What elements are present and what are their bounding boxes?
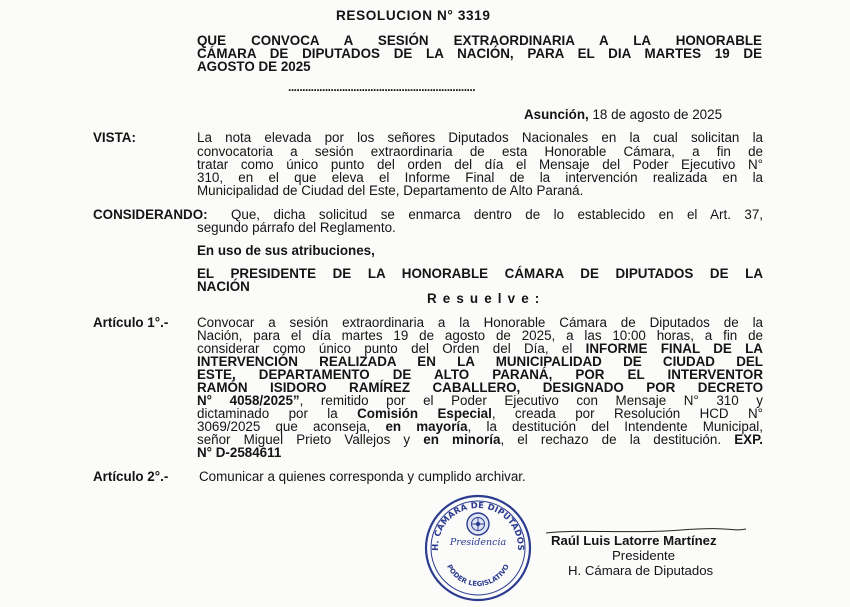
resuelve-heading: R e s u e l v e : — [427, 291, 541, 306]
seal-top-text: H. CÁMARA DE DIPUTADOS — [429, 499, 527, 551]
signer-name: Raúl Luis Latorre Martínez — [551, 533, 717, 548]
articulo-1-emphasis: en mayoría — [385, 419, 468, 434]
articulo-2-label: Artículo 2°.- — [93, 469, 169, 484]
seal-center-text: Presidencia — [449, 537, 507, 548]
articulo-1-line: ESTE, DEPARTAMENTO DE ALTO PARANÁ, POR EL INTERVENTOR — [197, 367, 763, 382]
articulo-1-text: , el rechazo de la destitución. — [500, 432, 735, 447]
official-seal — [422, 490, 534, 602]
seal-bottom-text: PODER LEGISLATIVO — [445, 563, 511, 589]
subject-line: QUE CONVOCA A SESIÓN EXTRAORDINARIA A LA HONORABLE — [197, 33, 762, 48]
articulo-1-label: Artículo 1°.- — [93, 315, 169, 330]
vista-line: La nota elevada por los señores Diputados Nacionales en la cual solicitan la — [197, 130, 763, 145]
articulo-2-text: Comunicar a quienes corresponda y cumplido archivar. — [199, 469, 526, 484]
considerando-line: segundo párrafo del Reglamento. — [197, 220, 396, 235]
seal-graphic — [422, 490, 534, 602]
vista-line: 310, en el que eleva el Informe Final de la intervención realizada en la — [197, 170, 763, 185]
articulo-1-text: 3069/2025 que aconseja, — [197, 419, 386, 434]
date-text: 18 de agosto de 2025 — [588, 107, 723, 122]
vista-line: convocatoria a sesión extraordinaria de esta Honorable Cámara, a fin de — [197, 144, 763, 159]
atribuciones-text: En uso de sus atribuciones, — [197, 243, 375, 258]
considerando-label: CONSIDERANDO: — [93, 207, 208, 222]
signature-block — [551, 533, 761, 578]
articulo-1-text: , creada por Resolución HCD N° — [491, 406, 763, 421]
articulo-1-line: Convocar a sesión extraordinaria a la Honorable Cámara de Diputados de la — [197, 315, 763, 330]
articulo-1-emphasis: N° 4058/2025” — [197, 393, 300, 408]
articulo-1-text: , remitido por el Poder Ejecutivo con Mensaje N° 310 y — [299, 393, 763, 408]
articulo-1-emphasis: INFORME FINAL DE LA — [585, 341, 763, 356]
signer-institution: H. Cámara de Diputados — [568, 563, 714, 578]
subject-line: CÁMARA DE DIPUTADOS DE LA NACIÓN, PARA EL DIA MARTES 19 DE — [197, 46, 762, 61]
articulo-1-line: INTERVENCIÓN REALIZADA EN LA MUNICIPALIDAD DE CIUDAD DEL — [197, 354, 763, 369]
articulo-1-text: dictaminado por la — [197, 406, 358, 421]
vista-line: tratar como único punto del orden del día el Mensaje del Poder Ejecutivo N° — [197, 157, 763, 172]
articulo-1-text: considerar como único punto del Orden del Día, el — [197, 341, 586, 356]
resolution-date — [524, 107, 722, 122]
presidente-line: EL PRESIDENTE DE LA HONORABLE CÁMARA DE DIPUTADOS DE LA — [197, 266, 763, 281]
articulo-1-emphasis: Comisión Especial — [357, 406, 492, 421]
presidente-line: NACIÓN — [197, 279, 250, 294]
articulo-1-line — [197, 432, 763, 447]
considerando-line: Que, dicha solicitud se enmarca dentro de lo establecido en el Art. 37, — [231, 207, 763, 222]
separator-dots: .................................................................. — [288, 80, 476, 94]
resolution-title: RESOLUCION N° 3319 — [336, 8, 491, 23]
vista-line: Municipalidad de Ciudad del Este, Departamento de Alto Paraná. — [197, 183, 584, 198]
vista-label: VISTA: — [93, 130, 136, 145]
seal-emblem-icon — [467, 513, 489, 535]
signer-role: Presidente — [612, 548, 676, 563]
date-place: Asunción, — [524, 107, 589, 122]
articulo-1-line: RAMÓN ISIDORO RAMÍREZ CABALLERO, DESIGNADO POR DECRETO — [197, 380, 763, 395]
signature-scribble-icon — [541, 527, 751, 535]
articulo-1-emphasis: EXP. — [734, 432, 763, 447]
articulo-1-text: señor Miguel Prieto Vallejos y — [197, 432, 424, 447]
subject-line: AGOSTO DE 2025 — [197, 59, 311, 74]
articulo-1-line: N° D-2584611 — [197, 445, 282, 460]
articulo-1-line: Nación, para el día martes 19 de agosto de 2025, a las 10:00 horas, a fin de — [197, 328, 763, 343]
articulo-1-emphasis: en minoría — [423, 432, 501, 447]
articulo-1-text: , la destitución del Intendente Municipal, — [467, 419, 763, 434]
